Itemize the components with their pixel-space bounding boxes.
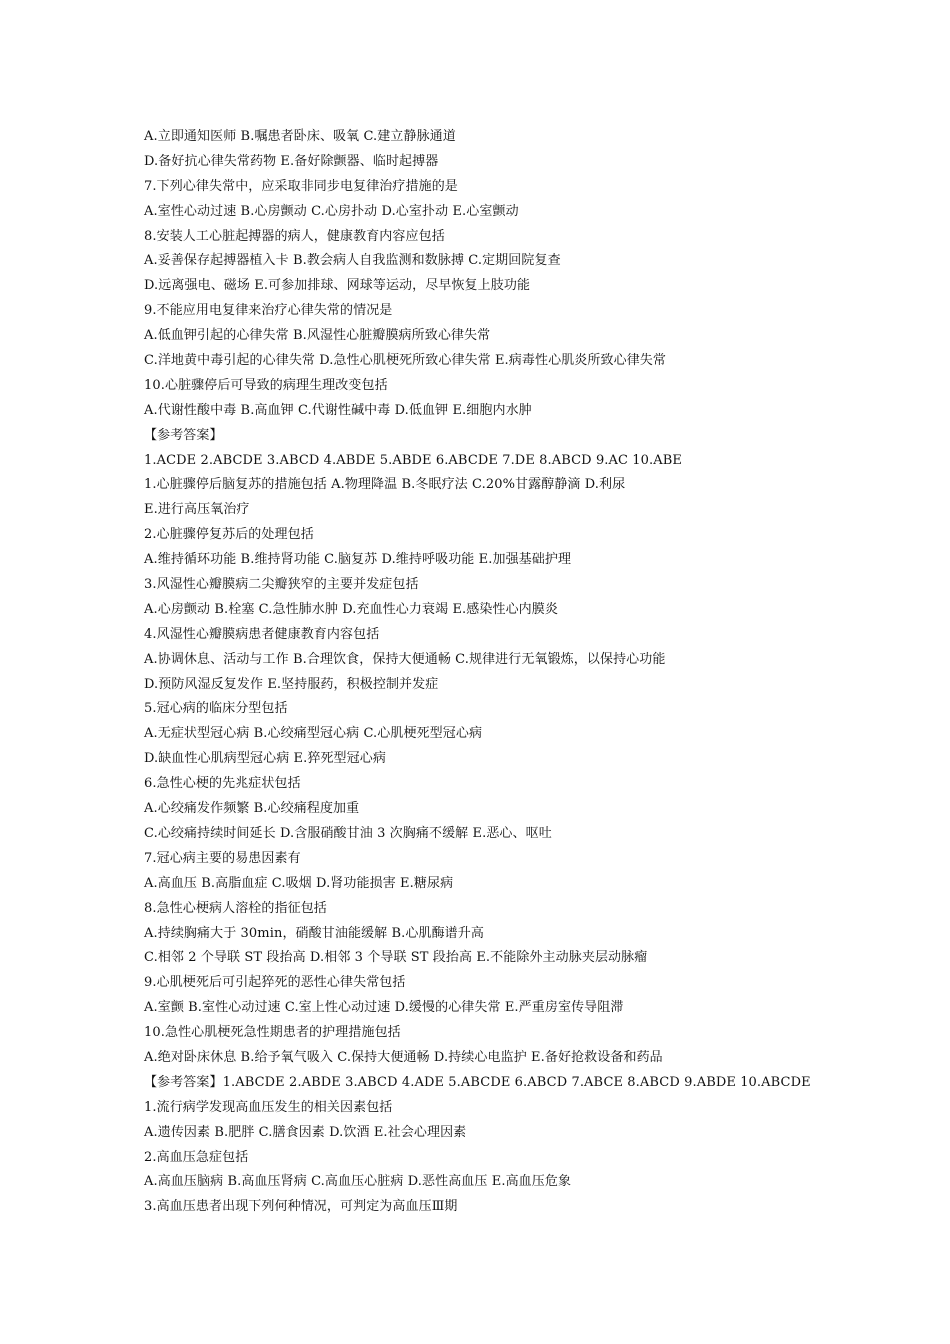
question-line: 9.心肌梗死后可引起猝死的恶性心律失常包括 — [144, 975, 406, 991]
options-line: A.低血钾引起的心律失常 B.风湿性心脏瓣膜病所致心律失常 — [144, 328, 491, 344]
question-line: 3.高血压患者出现下列何种情况，可判定为高血压Ⅲ期 — [144, 1199, 458, 1215]
question-line: 5.冠心病的临床分型包括 — [144, 701, 288, 717]
question-line: 10.急性心肌梗死急性期患者的护理措施包括 — [144, 1025, 401, 1041]
options-line: E.进行高压氧治疗 — [144, 502, 250, 518]
options-line: D.远离强电、磁场 E.可参加排球、网球等运动，尽早恢复上肢功能 — [144, 278, 531, 294]
question-line: 6.急性心梗的先兆症状包括 — [144, 776, 301, 792]
question-line: 1.心脏骤停后脑复苏的措施包括 A.物理降温 B.冬眠疗法 C.20%甘露醇静滴 D.利尿 — [144, 477, 626, 493]
question-line: 7.下列心律失常中，应采取非同步电复律治疗措施的是 — [144, 178, 458, 194]
question-line: 8.安装人工心脏起搏器的病人，健康教育内容应包括 — [144, 228, 445, 244]
options-line: A.高血压 B.高脂血症 C.吸烟 D.肾功能损害 E.糖尿病 — [144, 875, 454, 891]
options-line: C.相邻 2 个导联 ST 段抬高 D.相邻 3 个导联 ST 段抬高 E.不能除外主动脉夹层动脉瘤 — [144, 950, 648, 966]
answer-key-line: 【参考答案】1.ABCDE 2.ABDE 3.ABCD 4.ADE 5.ABCDE 6.ABCD 7.ABCE 8.ABCD 9.ABDE 10.ABCDE — [144, 1074, 811, 1090]
options-line: A.持续胸痛大于 30min，硝酸甘油能缓解 B.心肌酶谱升高 — [144, 925, 484, 941]
text-line: A.立即通知医师 B.嘱患者卧床、吸氧 C.建立静脉通道 — [144, 129, 456, 144]
options-line: A.维持循环功能 B.维持肾功能 C.脑复苏 D.维持呼吸功能 E.加强基础护理 — [144, 552, 572, 568]
question-line: 10.心脏骤停后可导致的病理生理改变包括 — [144, 377, 388, 393]
options-line: A.绝对卧床休息 B.给予氧气吸入 C.保持大便通畅 D.持续心电监护 E.备好抢救设备和药品 — [144, 1049, 663, 1065]
question-line: 9.不能应用电复律来治疗心律失常的情况是 — [144, 303, 393, 319]
options-line: C.洋地黄中毒引起的心律失常 D.急性心肌梗死所致心律失常 E.病毒性心肌炎所致心律失常 — [144, 353, 666, 369]
options-line: D.预防风湿反复发作 E.坚持服药，积极控制并发症 — [144, 676, 439, 692]
document-body — [144, 125, 864, 1220]
options-line: C.心绞痛持续时间延长 D.含服硝酸甘油 3 次胸痛不缓解 E.恶心、呕吐 — [144, 825, 552, 841]
question-line: 8.急性心梗病人溶栓的指征包括 — [144, 900, 327, 916]
text-line: D.备好抗心律失常药物 E.备好除颤器、临时起搏器 — [144, 153, 439, 169]
options-line: A.心房颤动 B.栓塞 C.急性肺水肿 D.充血性心力衰竭 E.感染性心内膜炎 — [144, 601, 558, 617]
question-line: 7.冠心病主要的易患因素有 — [144, 850, 301, 866]
options-line: A.心绞痛发作频繁 B.心绞痛程度加重 — [144, 801, 360, 817]
options-line: A.室性心动过速 B.心房颤动 C.心房扑动 D.心室扑动 E.心室颤动 — [144, 203, 519, 219]
options-line: D.缺血性心肌病型冠心病 E.猝死型冠心病 — [144, 751, 386, 767]
question-line: 3.风湿性心瓣膜病二尖瓣狭窄的主要并发症包括 — [144, 577, 419, 593]
answer-key-line: 1.ACDE 2.ABCDE 3.ABCD 4.ABDE 5.ABDE 6.ABCDE 7.DE 8.ABCD 9.AC 10.ABE — [144, 452, 683, 468]
options-line: A.协调休息、活动与工作 B.合理饮食，保持大便通畅 C.规律进行无氧锻炼，以保持心功能 — [144, 651, 666, 667]
options-line: A.无症状型冠心病 B.心绞痛型冠心病 C.心肌梗死型冠心病 — [144, 726, 483, 742]
options-line: A.代谢性酸中毒 B.高血钾 C.代谢性碱中毒 D.低血钾 E.细胞内水肿 — [144, 402, 532, 418]
question-line: 4.风湿性心瓣膜病患者健康教育内容包括 — [144, 626, 380, 642]
question-line: 2.心脏骤停复苏后的处理包括 — [144, 527, 314, 543]
options-line: A.室颤 B.室性心动过速 C.室上性心动过速 D.缓慢的心律失常 E.严重房室传导阻滞 — [144, 1000, 624, 1016]
options-line: A.妥善保存起搏器植入卡 B.教会病人自我监测和数脉搏 C.定期回院复查 — [144, 253, 561, 269]
answer-heading: 【参考答案】 — [144, 427, 223, 443]
options-line: A.高血压脑病 B.高血压肾病 C.高血压心脏病 D.恶性高血压 E.高血压危象 — [144, 1174, 572, 1190]
question-line: 1.流行病学发现高血压发生的相关因素包括 — [144, 1099, 393, 1115]
options-line: A.遗传因素 B.肥胖 C.膳食因素 D.饮酒 E.社会心理因素 — [144, 1124, 467, 1140]
question-line: 2.高血压急症包括 — [144, 1149, 249, 1165]
